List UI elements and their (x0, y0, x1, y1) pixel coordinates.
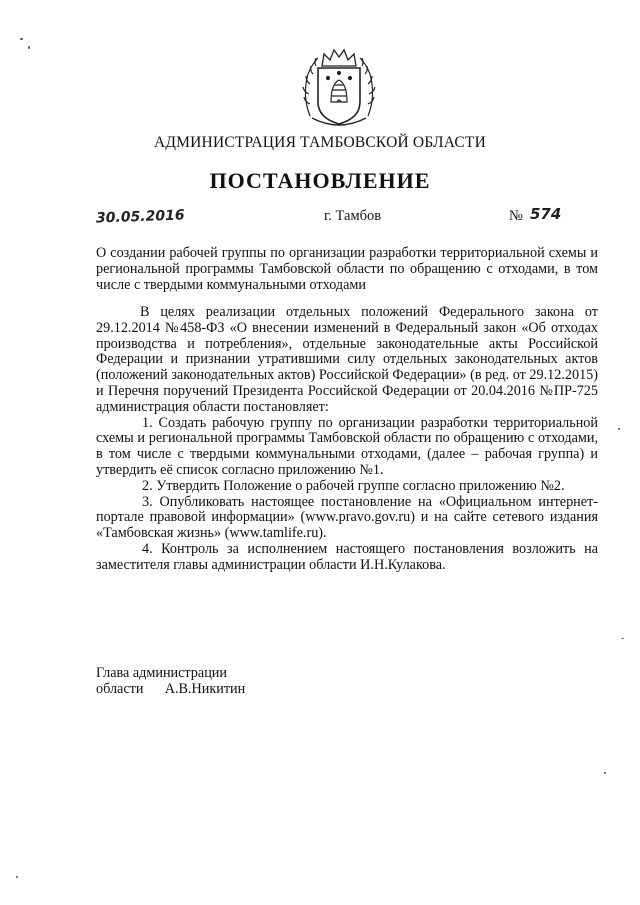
document-title: О создании рабочей группы по организации разработки территориальной схемы и региональной программы Тамбовской области по обращению с отходами, в том числе с твердыми коммунальными отходами (96, 245, 598, 293)
handwritten-date: 30.05.2016 (95, 207, 185, 227)
item-paragraph-2: 2. Утвердить Положение о рабочей группе согласно приложению №2. (142, 477, 565, 494)
item-paragraph-3: 3. Опубликовать настоящее постановление на «Официальном интернет-портале правовой информации» (www.pravo.gov.ru) и на сайте сетевого издания «Тамбовская жизнь» (www.tamlife.ru). (96, 493, 598, 542)
signature-title: Глава администрации (96, 665, 227, 681)
document-body (96, 305, 598, 574)
scan-speck (20, 38, 23, 40)
scan-speck (604, 772, 606, 774)
coat-of-arms-icon (298, 44, 380, 130)
scan-speck (16, 876, 18, 878)
scan-speck (618, 428, 620, 430)
item-paragraph-4: 4. Контроль за исполнением настоящего постановления возложить на заместителя главы администрации области И.Н.Кулакова. (96, 540, 598, 573)
signature-position-line (96, 682, 245, 698)
signature-block (96, 666, 245, 698)
organization-name: АДМИНИСТРАЦИЯ ТАМБОВСКОЙ ОБЛАСТИ (154, 134, 486, 151)
document-type-heading: ПОСТАНОВЛЕНИЕ (209, 168, 431, 193)
handwritten-number: 574 (530, 205, 562, 223)
preamble-paragraph: В целях реализации отдельных положений Федерального закона от 29.12.2014 №458-ФЗ «О внесении изменений в Федеральный закон «Об отходах производства и потребления», отдельные законодательные акты Российской Федерации и признании утратившими силу отдельных законодательных актов (положений законодательных актов) Российской Федерации» (в ред. от 29.12.2015) и Перечня поручений Президента Российской Федерации от 20.04.2016 №ПР-725 администрация области постановляет: (96, 304, 598, 415)
signature-position: области (96, 680, 144, 697)
item-paragraph-1: 1. Создать рабочую группу по организации разработки территориальной схемы и региональной программы Тамбовской области по обращению с отходами, в том числе с твердыми коммунальными отходами, (далее – рабочая группа) и утвердить её список согласно приложению №1. (96, 414, 598, 478)
city-label: г. Тамбов (324, 208, 382, 224)
number-label: № (509, 208, 523, 224)
scan-speck (621, 638, 624, 639)
signature-name: А.В.Никитин (164, 680, 246, 697)
scan-speck (28, 46, 30, 49)
